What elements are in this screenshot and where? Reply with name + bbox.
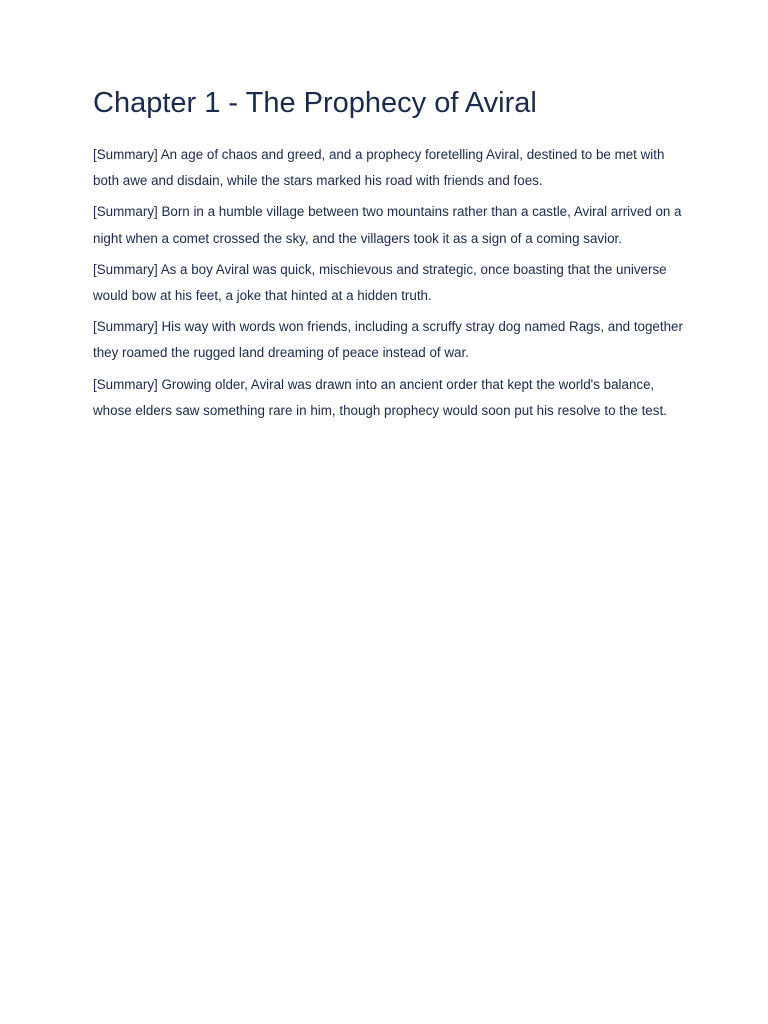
- paragraph-3: [Summary] As a boy Aviral was quick, mischievous and strategic, once boasting that the universe would bow at his feet, a joke that hinted at a hidden truth.: [93, 261, 667, 304]
- chapter-title: Chapter 1 - The Prophecy of Aviral: [93, 87, 537, 119]
- paragraph-4: [Summary] His way with words won friends, including a scruffy stray dog named Rags, and together they roamed the rugged land dreaming of peace instead of war.: [93, 319, 683, 361]
- document-page: [93, 82, 683, 429]
- paragraph-2: [Summary] Born in a humble village between two mountains rather than a castle, Aviral arrived on a night when a comet crossed the sky, and the villagers took it as a sign of a coming savior.: [93, 204, 682, 246]
- paragraph-1: [Summary] An age of chaos and greed, and a prophecy foretelling Aviral, destined to be met with both awe and disdain, while the stars marked his road with friends and foes.: [93, 147, 665, 189]
- paragraph-5: [Summary] Growing older, Aviral was drawn into an ancient order that kept the world's balance, whose elders saw something rare in him, though prophecy would soon put his resolve to the test.: [93, 376, 667, 418]
